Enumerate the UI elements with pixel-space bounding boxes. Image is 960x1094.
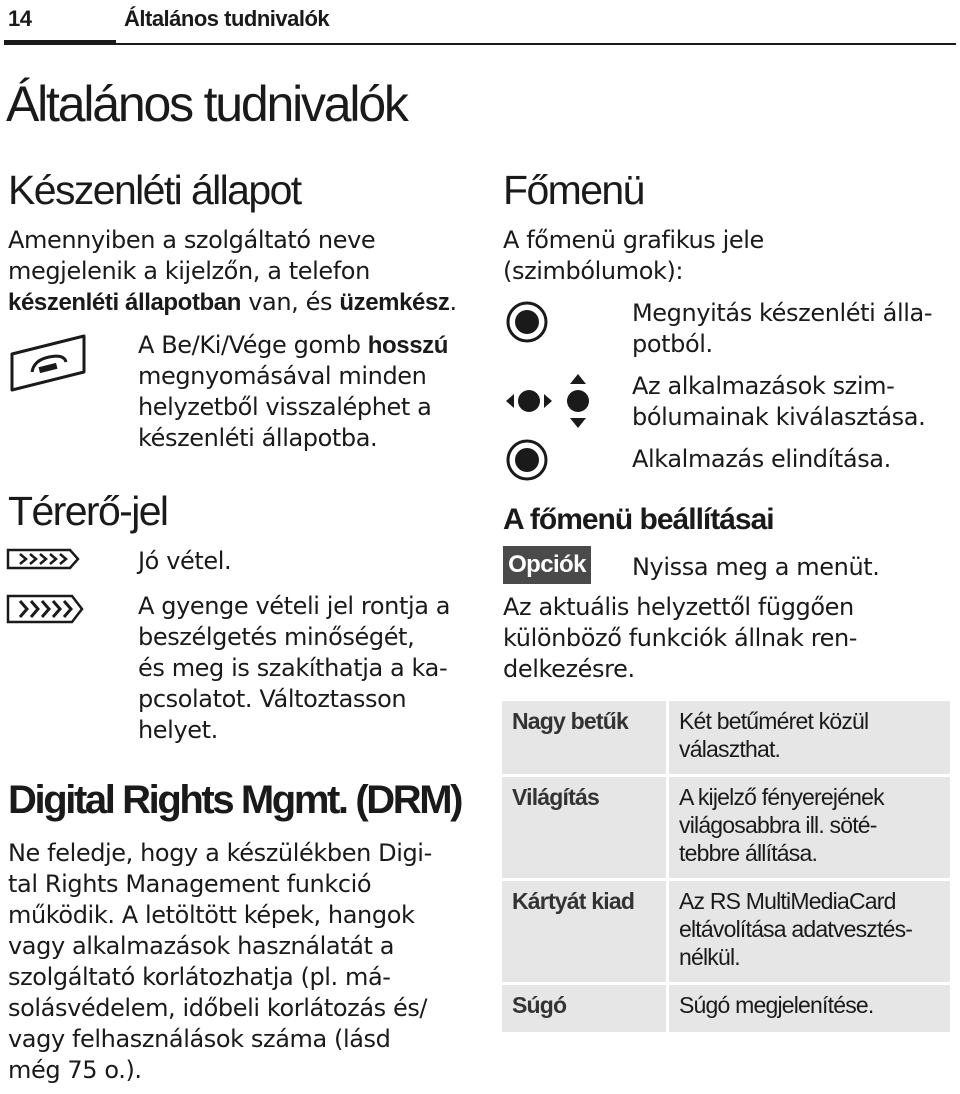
mainmenu-item-open: Megnyitás készenléti álla- potból.: [632, 299, 933, 358]
signal-strong-icon: [6, 546, 80, 572]
mainmenu-item-start: Alkalmazás elindítása.: [632, 445, 891, 473]
mainmenu-item-select: Az alkalmazások szim- bólumainak kiválasztása.: [632, 372, 926, 431]
table-key: Kártyát kiad: [502, 878, 666, 982]
table-row: [502, 982, 950, 1032]
standby-intro-line: készenléti állapotban van, és üzemkész.: [8, 288, 457, 316]
end-call-key-icon: [6, 332, 88, 392]
header-rule-thick: [4, 40, 116, 45]
center-key-icon: [505, 438, 549, 482]
signal-heading: Térerő-jel: [8, 488, 168, 534]
standby-intro-line: megjelenik a kijelzőn, a telefon: [8, 257, 370, 285]
settings-heading: A főmenü beállításai: [503, 503, 774, 536]
standby-intro-line: Amennyiben a szolgáltató neve: [8, 226, 376, 254]
mainmenu-intro: A főmenü grafikus jele (szimbólumok):: [503, 226, 764, 285]
settings-table: [502, 701, 950, 1032]
table-key: Világítás: [502, 774, 666, 878]
table-row: [502, 774, 950, 878]
end-key-description: A Be/Ki/Vége gomb hosszú megnyomásával minden helyzetből visszaléphet a készenléti állapotba.: [138, 331, 449, 452]
header-rule-thin: [116, 43, 956, 45]
running-title: Általános tudnivalók: [124, 6, 330, 31]
signal-weak-text: A gyenge vételi jel rontja a beszélgetés minőségét, és meg is szakíthatja a ka- pcsolatot. Változtasson helyet.: [138, 592, 451, 744]
signal-weak-icon: [6, 594, 84, 624]
table-row: [502, 878, 950, 982]
chapter-title: Általános tudnivalók: [6, 76, 407, 132]
signal-strong-text: Jó vétel.: [138, 547, 232, 575]
options-softkey-text: Nyissa meg a menüt.: [632, 553, 880, 581]
drm-paragraph: Ne feledje, hogy a készülékben Digi- tal Rights Management funkció működik. A letöltött képek, hangok vagy alkalmazások használatát a szolgáltató korlátozhatja (pl. má- solásvédelem, időbeli korlátozás és/ vagy felhasználások száma (lásd még 75 o.).: [8, 839, 432, 1084]
standby-heading: Készenléti állapot: [8, 167, 301, 213]
keyword-long: hosszú: [367, 332, 449, 359]
table-key: Nagy betűk: [502, 701, 666, 774]
table-key: Súgó: [502, 982, 666, 1032]
center-key-icon: [505, 300, 549, 344]
drm-heading: Digital Rights Mgmt. (DRM): [8, 778, 462, 822]
table-value: Súgó megjelenítése.: [666, 982, 950, 1032]
navigation-key-icon: [504, 372, 596, 430]
options-softkey[interactable]: Opciók: [503, 546, 591, 584]
table-value: Két betűméret közül választhat.: [666, 701, 950, 774]
keyword-ready: üzemkész: [339, 289, 450, 316]
page-number: 14: [8, 6, 32, 31]
settings-paragraph: Az aktuális helyzettől függően különböző funkciók állnak ren- delkezésre.: [503, 593, 858, 683]
standby-intro: [8, 225, 457, 318]
mainmenu-heading: Főmenü: [503, 167, 644, 213]
table-row: [502, 701, 950, 774]
keyword-standby: készenléti állapotban: [8, 289, 242, 316]
table-value: A kijelző fényerejének világosabbra ill. söté- tebbre állítása.: [666, 774, 950, 878]
table-value: Az RS MultiMediaCard eltávolítása adatvesztés- nélkül.: [666, 878, 950, 982]
